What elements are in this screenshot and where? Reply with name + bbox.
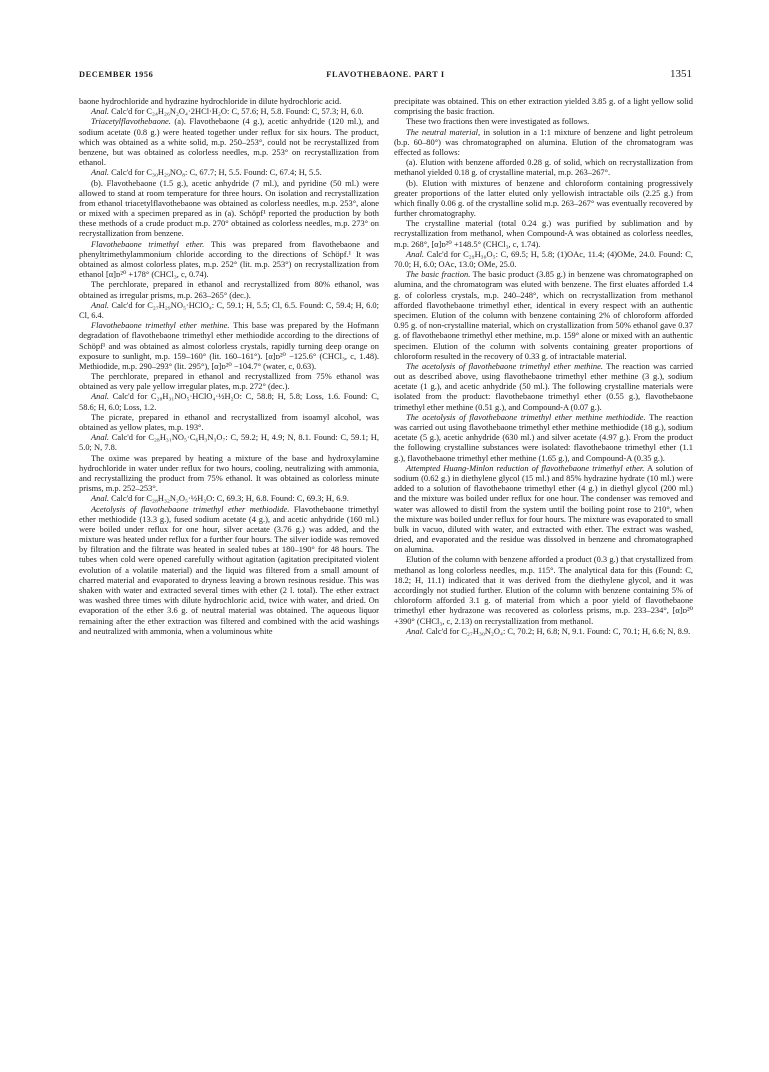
paragraph-label: Anal. [406,625,425,636]
paragraph-label: Attempted Huang-Minlon reduction of flavothebaone trimethyl ether. [406,462,645,473]
paragraph-text: The crystalline material (total 0.24 g.) was purified by sublimation and by recrystallization from methanol, when Compound-A was obtained as colorless needles, m.p. 268°, [α]ᴅ²⁰ +148.5° (CHCl₃, c, 1.74). [394,218,693,249]
paragraph [394,157,693,177]
paragraph [394,463,693,555]
left-column [79,96,379,636]
page-number: 1351 [670,68,692,80]
paragraph [394,178,693,219]
paragraph-label: Anal. [406,248,425,259]
paragraph [394,412,693,463]
paragraph-label: The basic fraction. [406,269,471,280]
paragraph [79,239,379,280]
header-title: FLAVOTHEBAONE. PART I [326,70,445,79]
paragraph [79,96,379,106]
paragraph-label: Flavothebaone trimethyl ether. [91,238,205,249]
paragraph [79,300,379,320]
paragraph [79,320,379,371]
paragraph [394,96,693,116]
paragraph-text: Calc'd for C₂₈H₃₁NO₅·C₆H₃N₃O₇: C, 59.2; H, 4.9; N, 8.1. Found: C, 59.1; H, 5.0; N, 7.8. [79,432,379,453]
paragraph-text: These two fractions then were investigated as follows. [406,116,590,127]
paragraph [79,493,379,503]
paragraph-label: The neutral material, [406,126,481,137]
paragraph-text: The picrate, prepared in ethanol and recrystallized from isoamyl alcohol, was obtained as yellow plates, m.p. 193°. [79,411,379,432]
paragraph-text: This was prepared from flavothebaone and phenyltrimethylammonium chloride according to the directions of Schöpf.¹ It was obtained as almost colorless plates, m.p. 252° (lit. m.p. 253°) on recrystallization from ethanol [α]ᴅ²⁰ +178° (CHCl₃, c, 0.74). [79,238,379,280]
paragraph-text: Calc'd for C₂₈H₃₁NO₅·HClO₄·½H₂O: C, 58.8; H, 5.8; Loss, 1.6. Found: C, 58.6; H, 6.0; Loss, 1.2. [79,391,379,412]
paragraph [79,391,379,411]
paragraph-text: The oxime was prepared by heating a mixture of the base and hydroxylamine hydrochloride in water under reflux for two hours, cooling, neutralizing with ammonia, and recrystallizing the product from 75% ethanol. It was obtained as colorless minute prisms, m.p. 252–253°. [79,452,379,494]
paragraph [394,269,693,361]
paragraph [79,279,379,299]
paragraph-label: The acetolysis of flavothebaone trimethyl ether methine methiodide. [406,411,646,422]
paragraph-text: Elution of the column with benzene afforded a product (0.3 g.) that crystallized from methanol as long colorless needles, m.p. 115°. The analytical data for this (Found: C, 18.2; H, 11.1) indicated that it was derived from the diethylene glycol, and it was accordingly not studied further. Elution of the column with benzene containing 5% of chloroform afforded 3.1 g. of material from which a poor yield of flavothebaone trimethyl ether hydrazone was recovered as colorless prisms, m.p. 233–234°, [α]ᴅ²⁰ +390° (CHCl₃, c, 2.13) on recrystallization from methanol. [394,554,693,626]
paragraph [79,453,379,494]
paragraph-label: Anal. [91,106,110,117]
paragraph [79,432,379,452]
paragraph [394,626,693,636]
paragraph [394,249,693,269]
paragraph-text: (b). Flavothebaone (1.5 g.), acetic anhydride (7 ml.), and pyridine (50 ml.) were allowed to stand at room temperature for three hours. On isolation and recrystallization from ethanol triacetylflavothebaone was obtained as colorless needles, m.p. 253°, alone or mixed with a specimen prepared as in (a). Schöpf¹ reported the production by both these methods of a crude product m.p. 270° obtained as colorless needles, m.p. 273° on recrystallization from benzene. [79,177,379,239]
paragraph [79,116,379,167]
paragraph-text: in solution in a 1:1 mixture of benzene and light petroleum (b.p. 60–80°) was chromatographed on alumina. Elution of the chromatogram was effected as follows: [394,126,693,157]
paragraph-label: The acetolysis of flavothebaone trimethyl ether methine. [406,360,603,371]
paragraph-text: (a). Flavothebaone (4 g.), acetic anhydride (120 ml.), and sodium acetate (0.8 g.) were heated together under reflux for six hours. The product, which was obtained as a white solid, m.p. 250–253°, could not be recrystallized from benzene, but was obtained as colorless needles, m.p. 253° on recrystallization from ethanol. [79,116,379,168]
paragraph [394,361,693,412]
paragraph-text: Calc'd for C₂₉H₃₀O₅: C, 69.5; H, 5.8; (1)OAc, 11.4; (4)OMe, 24.0. Found: C, 70.0; H, 6.0; OAc, 13.0; OMe, 25.0. [394,248,693,269]
paragraph-label: Anal. [91,391,110,402]
paragraph-label: Anal. [91,167,110,178]
paragraph [79,371,379,391]
paragraph-label: Anal. [91,299,110,310]
paragraph [394,127,693,158]
paragraph-text: Calc'd for C₂₇H₂₉NO₅·HClO₄: C, 59.1; H, 5.5; Cl, 6.5. Found: C, 59.4; H, 6.0; Cl, 6.4. [79,299,379,320]
paragraph-text: (a). Elution with benzene afforded 0.28 g. of solid, which on recrystallization from methanol yielded 0.18 g. of crystalline material, m.p. 263–267°. [394,157,693,178]
paragraph-text: baone hydrochloride and hydrazine hydrochloride in dilute hydrochloric acid. [79,96,342,106]
paragraph-label: Triacetylflavothebaone. [91,116,171,127]
paragraph-text: A solution of sodium (0.62 g.) in diethylene glycol (15 ml.) and 85% hydrazine hydrate (10 ml.) were added to a solution of flavothebaone trimethyl ether (4 g.) in diethyl glycol (200 ml.) and the mixture was boiled under reflux for one hour. The condenser was removed and water was allowed to distil from the system until the boiling point rose to 210°, when the mixture was boiled under reflux for four hours. The mixture was evaporated to small bulk in vacuo, diluted with water, and extracted with ether. The extract was washed, dried, and evaporated and the residue was dissolved in benzene and chromatographed on alumina. [394,462,693,555]
paragraph-label: Flavothebaone trimethyl ether methine. [91,320,230,331]
paragraph-label: Anal. [91,432,110,443]
paragraph-text: Calc'd for C₂₈H₃₂N₂O₅·½H₂O: C, 69.3; H, 6.8. Found: C, 69.3; H, 6.9. [109,493,349,504]
paragraph-text: precipitate was obtained. This on ether extraction yielded 3.85 g. of a light yellow solid comprising the basic fraction. [394,96,693,117]
paragraph-text: The reaction was carried out using flavothebaone trimethyl ether methine methiodide (18 g.), sodium acetate (5 g.), acetic anhydride (630 ml.) and silver acetate (4.97 g.). From the product the following crystalline substances were isolated: flavothebaone trimethyl ether (1.1 g.), flavothebaone trimethyl ether methine (1.65 g.), and Compound-A (0.35 g.). [394,411,693,463]
paragraph [394,218,693,249]
paragraph-text: The perchlorate, prepared in ethanol and recrystallized from 75% ethanol was obtained as very pale yellow irregular plates, m.p. 272° (dec.). [79,371,379,392]
paragraph-text: The reaction was carried out as described above, using flavothebaone trimethyl ether methine (3 g.), sodium acetate (1 g.), and acetic anhydride (50 ml.). The following crystalline materials were isolated from the product: flavothebaone trimethyl ether (0.55 g.), flavothebaone trimethyl ether methine (0.51 g.), and Compound-A (0.07 g.). [394,360,693,412]
paragraph [79,178,379,239]
paragraph-text: Calc'd for C₃₀H₂₉NO₈: C, 67.7; H, 5.5. Found: C, 67.4; H, 5.5. [109,167,322,178]
running-header [79,70,692,84]
paragraph-text: Calc'd for C₂₄H₂₆N₂O₄·2HCl·H₂O: C, 57.6; H, 5.8. Found: C, 57.3; H, 6.0. [109,106,364,117]
paragraph [79,167,379,177]
right-column [394,96,693,636]
paragraph-text: (b). Elution with mixtures of benzene and chloroform containing progressively greater proportions of the latter eluted only yellowish intractable oils (2.25 g.) from which finally 0.06 g. of the crystalline solid m.p. 263–267° was eventually recovered by further chromatography. [394,177,693,219]
paragraph [79,504,379,636]
paragraph-text: Calc'd for C₂₇H₃₀N₂O₄: C, 70.2; H, 6.8; N, 9.1. Found: C, 70.1; H, 6.6; N, 8.9. [424,625,691,636]
paragraph-text: Flavothebaone trimethyl ether methiodide (13.3 g.), fused sodium acetate (4 g.), and acetic anhydride (160 ml.) were boiled under reflux for one hour, silver acetate (3.76 g.) was added, and the mixture was heated under reflux for a further four hours. The silver iodide was removed by filtration and the filtrate was heated in sealed tubes at 180–190° for 48 hours. The tubes when cold were opened carefully without agitation (agitation precipitated violent evolution of a volatile material) and the liquid was filtered from a small amount of charred material and evaporated to dryness leaving a brown resinous residue. This was shaken with water and extracted several times with ether (2 l. total). The ether extract was washed three times with dilute hydrochloric acid, twice with water, and dried. On evaporation of the ether 3.6 g. of neutral material was obtained. The aqueous liquor remaining after the ether extraction was filtered and combined with the acid washings and neutralized with ammonia, when a voluminous white [79,503,380,636]
paragraph [394,116,693,126]
paragraph [79,412,379,432]
paragraph [79,106,379,116]
paragraph-label: Acetolysis of flavothebaone trimethyl ether methiodide. [91,503,290,514]
paragraph-text: The perchlorate, prepared in ethanol and recrystallized from 80% ethanol, was obtained as irregular prisms, m.p. 263–265° (dec.). [79,279,379,300]
paragraph-text: The basic product (3.85 g.) in benzene was chromatographed on alumina, and the chromatogram was eluted with benzene. The first eluates afforded 1.4 g. of colorless crystals, m.p. 240–248°, which on recrystallization from methanol afforded flavothebaone trimethyl ether, identical in every respect with an authentic specimen. Elution of the column with benzene containing 2% of chloroform afforded 0.95 g. of non-crystalline material, which on crystallization from 50% ethanol gave 0.37 g. of flavothebaone trimethyl ether methine, m.p. 159° alone or mixed with an authentic specimen. Elution of the column with solvents containing greater proportions of chloroform resulted in the recovery of 0.33 g. of intractable material. [394,269,693,361]
header-date: DECEMBER 1956 [79,70,154,79]
paragraph-label: Anal. [91,493,110,504]
paragraph [394,554,693,625]
paragraph-text: This base was prepared by the Hofmann degradation of flavothebaone trimethyl ether methiodide according to the directions of Schöpf¹ and was obtained as almost colorless crystals, rapidly turning deep orange on exposure to sunlight, m.p. 159–160° (lit. 160–161°). [α]ᴅ²⁰ −125.6° (CHCl₃, c, 1.48). Methiodide, m.p. 290–293° (lit. 295°), [α]ᴅ²⁰ −104.7° (water, c, 0.63). [79,320,379,371]
